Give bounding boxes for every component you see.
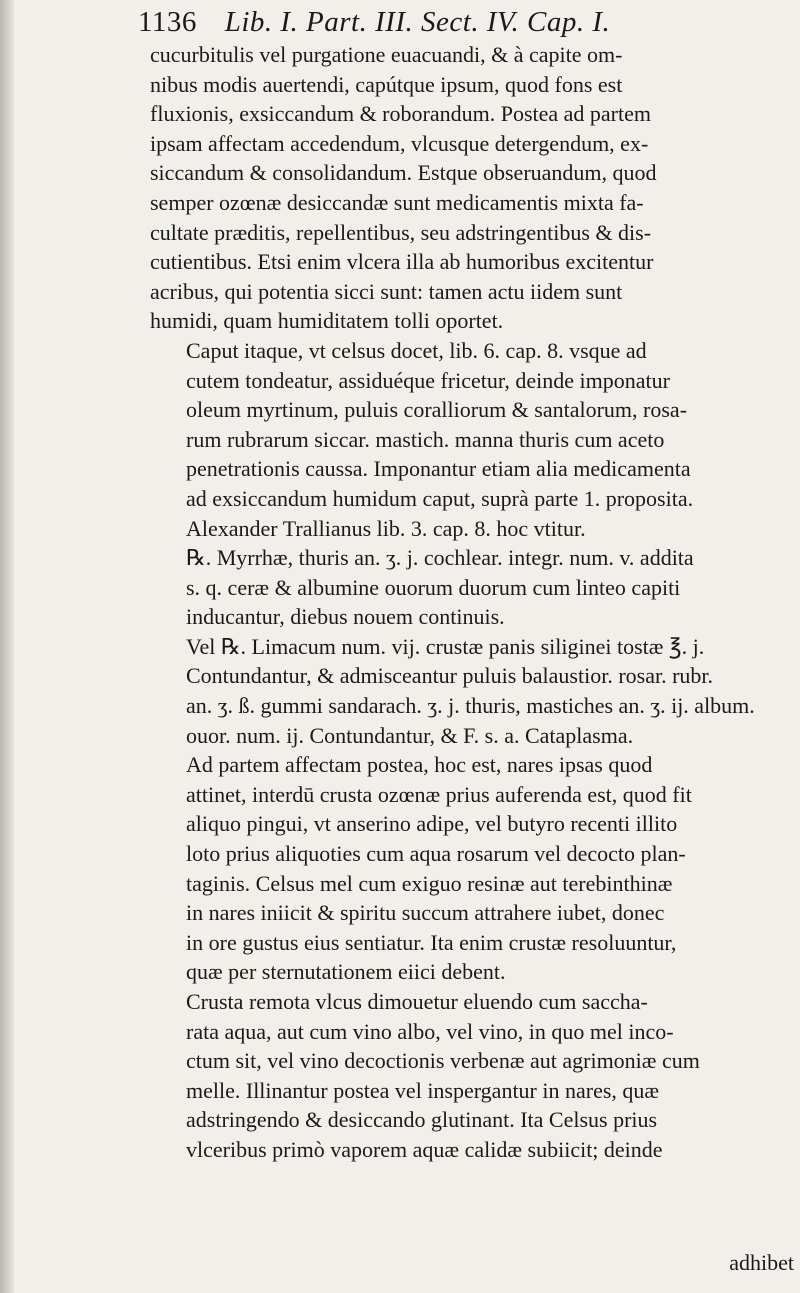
text-line: Crusta remota vlcus dimouetur eluendo cum saccha- <box>186 989 648 1014</box>
text-line: Caput itaque, vt celsus docet, lib. 6. cap. 8. vsque ad <box>186 337 647 363</box>
paragraph <box>150 987 796 1165</box>
text-line: s. q. ceræ & albumine ouorum duorum cum linteo capiti <box>186 574 681 600</box>
text-line: penetrationis caussa. Imponantur etiam alia medicamenta <box>186 456 691 482</box>
text-line: rum rubrarum siccar. mastich. manna thuris cum aceto <box>186 426 665 452</box>
text-line: ipsam affectam accedendum, vlcusque detergendum, ex- <box>150 130 649 156</box>
running-header <box>138 6 800 36</box>
text-line: nibus modis auertendi, capútque ipsum, quod fons est <box>150 71 623 97</box>
text-line: an. ʒ. ß. gummi sandarach. ʒ. j. thuris, mastiches an. ʒ. ij. album. <box>186 693 755 719</box>
paragraph <box>150 40 796 336</box>
text-line: inducantur, diebus nouem continuis. <box>186 604 505 630</box>
paragraph <box>150 336 796 543</box>
page-number: 1136 <box>138 6 197 38</box>
text-line: adstringendo & desiccando glutinant. Ita Celsus prius <box>186 1107 658 1133</box>
text-line: quæ per sternutationem eiici debent. <box>186 959 506 985</box>
running-head-title: Lib. I. Part. III. Sect. IV. Cap. I. <box>224 6 611 38</box>
paragraph <box>150 543 796 632</box>
text-line: ad exsiccandum humidum caput, suprà parte 1. proposita. <box>186 485 694 511</box>
text-line: Vel ℞. Limacum num. vij. crustæ panis siliginei tostæ ℥. j. <box>186 633 705 659</box>
body-text <box>150 40 796 1165</box>
page-gutter-shadow <box>0 0 14 1293</box>
text-line: rata aqua, aut cum vino albo, vel vino, in quo mel inco- <box>186 1018 674 1044</box>
paragraph <box>150 750 796 987</box>
text-line: aliquo pingui, vt anserino adipe, vel butyro recenti illito <box>186 811 678 837</box>
text-line: in nares iniicit & spiritu succum attrahere iubet, donec <box>186 900 665 926</box>
text-line: melle. Illinantur postea vel inspergantur in nares, quæ <box>186 1077 660 1103</box>
text-line: in ore gustus eius sentiatur. Ita enim crustæ resoluuntur, <box>186 929 677 955</box>
text-line: ctum sit, vel vino decoctionis verbenæ aut agrimoniæ cum <box>186 1048 700 1074</box>
text-line: siccandum & consolidandum. Estque obseruandum, quod <box>150 160 657 186</box>
text-line: ℞. Myrrhæ, thuris an. ʒ. j. cochlear. integr. num. v. addita <box>186 545 694 571</box>
text-line: fluxionis, exsiccandum & roborandum. Postea ad partem <box>150 101 651 127</box>
text-line: semper ozœnæ desiccandæ sunt medicamentis mixta fa- <box>150 189 644 215</box>
text-line: oleum myrtinum, puluis coralliorum & santalorum, rosa- <box>186 397 688 423</box>
paragraph <box>150 632 796 750</box>
text-line: cultate præditis, repellentibus, seu adstringentibus & dis- <box>150 219 652 245</box>
text-line: humidi, quam humiditatem tolli oportet. <box>150 308 504 334</box>
text-line: acribus, qui potentia sicci sunt: tamen actu iidem sunt <box>150 278 623 304</box>
text-line: Alexander Trallianus lib. 3. cap. 8. hoc vtitur. <box>186 515 586 541</box>
text-line: vlceribus primò vaporem aquæ calidæ subiicit; deinde <box>186 1136 663 1162</box>
text-line: loto prius aliquoties cum aqua rosarum vel decocto plan- <box>186 841 686 867</box>
catchword: adhibet <box>729 1250 794 1275</box>
text-line: cutem tondeatur, assiduéque fricetur, deinde imponatur <box>186 367 670 393</box>
text-line: taginis. Celsus mel cum exiguo resinæ aut terebinthinæ <box>186 870 673 896</box>
text-line: cutientibus. Etsi enim vlcera illa ab humoribus excitentur <box>150 249 654 275</box>
text-line: ouor. num. ij. Contundantur, & F. s. a. Cataplasma. <box>186 722 634 748</box>
text-line: cucurbitulis vel purgatione euacuandi, & à capite om- <box>150 42 623 67</box>
text-line: Ad partem affectam postea, hoc est, nares ipsas quod <box>186 752 653 778</box>
text-line: Contundantur, & admisceantur puluis balaustior. rosar. rubr. <box>186 663 714 689</box>
text-line: attinet, interdū crusta ozœnæ prius auferenda est, quod fit <box>186 781 692 807</box>
